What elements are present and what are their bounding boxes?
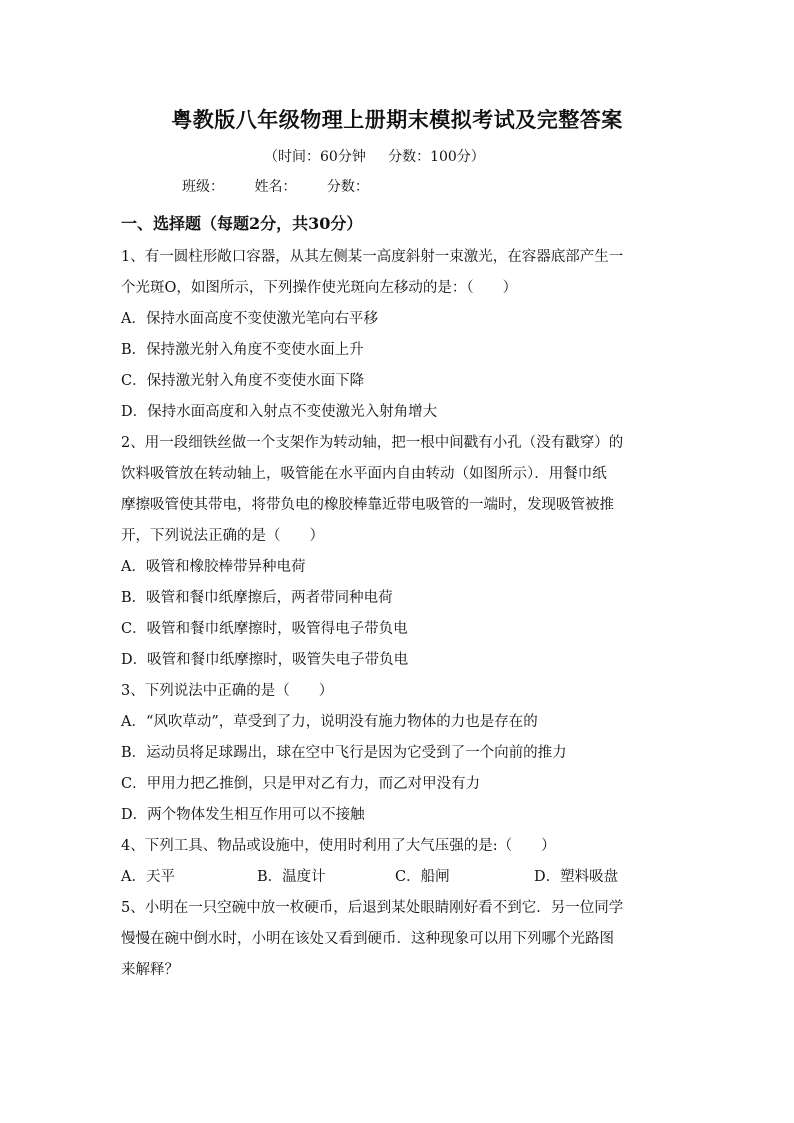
question-2-text: 饮料吸管放在转动轴上，吸管能在水平面内自由转动（如图所示）．用餐巾纸 <box>121 466 607 482</box>
question-5-text: 来解释？ <box>121 962 179 978</box>
question-list <box>121 242 677 986</box>
class-label: 班级： <box>182 179 224 195</box>
question-1-text: 1、有一圆柱形敞口容器，从其左侧某一高度斜射一束激光，在容器底部产生一 <box>121 249 624 265</box>
question-1-option-b: B．保持激光射入角度不变使水面上升 <box>121 342 364 358</box>
question-1-option-d: D．保持水面高度和入射点不变使激光入射角增大 <box>121 404 438 420</box>
question-5-text: 5、小明在一只空碗中放一枚硬币，后退到某处眼睛刚好看不到它．另一位同学 <box>121 900 624 916</box>
question-4-option-d: D．塑料吸盘 <box>534 869 619 885</box>
question-4-option-b: B．温度计 <box>257 869 326 885</box>
question-3-option-b: B．运动员将足球踢出，球在空中飞行是因为它受到了一个向前的推力 <box>121 745 567 761</box>
question-1-option-a: A．保持水面高度不变使激光笔向右平移 <box>121 311 378 327</box>
question-1-option-c: C．保持激光射入角度不变使水面下降 <box>121 373 365 389</box>
question-2-option-b: B．吸管和餐巾纸摩擦后，两者带同种电荷 <box>121 590 393 606</box>
question-2-text: 2、用一段细铁丝做一个支架作为转动轴，把一根中间戳有小孔（没有戳穿）的 <box>121 435 624 451</box>
question-3-option-c: C．甲用力把乙推倒，只是甲对乙有力，而乙对甲没有力 <box>121 776 481 792</box>
question-4-options <box>121 862 677 893</box>
question-2-option-a: A．吸管和橡胶棒带异种电荷 <box>121 559 306 575</box>
score-label: 分数： <box>326 179 369 195</box>
question-4-option-a: A．天平 <box>121 869 175 885</box>
question-2-text: 摩擦吸管使其带电，将带负电的橡胶棒靠近带电吸管的一端时，发现吸管被推 <box>121 497 614 513</box>
section-heading: 一、选择题（每题2分，共30分） <box>121 214 363 233</box>
page-title: 粤教版八年级物理上册期末模拟考试及完整答案 <box>171 107 623 132</box>
question-4-option-c: C．船闸 <box>395 869 450 885</box>
exam-time-score: （时间：60分钟 分数：100分） <box>264 149 485 165</box>
question-2-option-d: D．吸管和餐巾纸摩擦时，吸管失电子带负电 <box>121 652 409 668</box>
question-5-text: 慢慢在碗中倒水时，小明在该处又看到硬币．这种现象可以用下列哪个光路图 <box>121 931 614 947</box>
question-2-text: 开，下列说法正确的是（ ） <box>121 528 324 544</box>
question-4-text: 4、下列工具、物品或设施中，使用时利用了大气压强的是:（ ） <box>121 838 556 854</box>
name-label: 姓名： <box>254 179 297 195</box>
student-info-line <box>182 176 395 196</box>
question-3-option-d: D．两个物体发生相互作用可以不接触 <box>121 807 365 823</box>
question-1-text: 个光斑O，如图所示，下列操作使光斑向左移动的是：（ ） <box>121 280 518 296</box>
question-2-option-c: C．吸管和餐巾纸摩擦时，吸管得电子带负电 <box>121 621 408 637</box>
question-3-option-a: A．“风吹草动”，草受到了力，说明没有施力物体的力也是存在的 <box>121 714 538 730</box>
question-3-text: 3、下列说法中正确的是（ ） <box>121 683 334 699</box>
